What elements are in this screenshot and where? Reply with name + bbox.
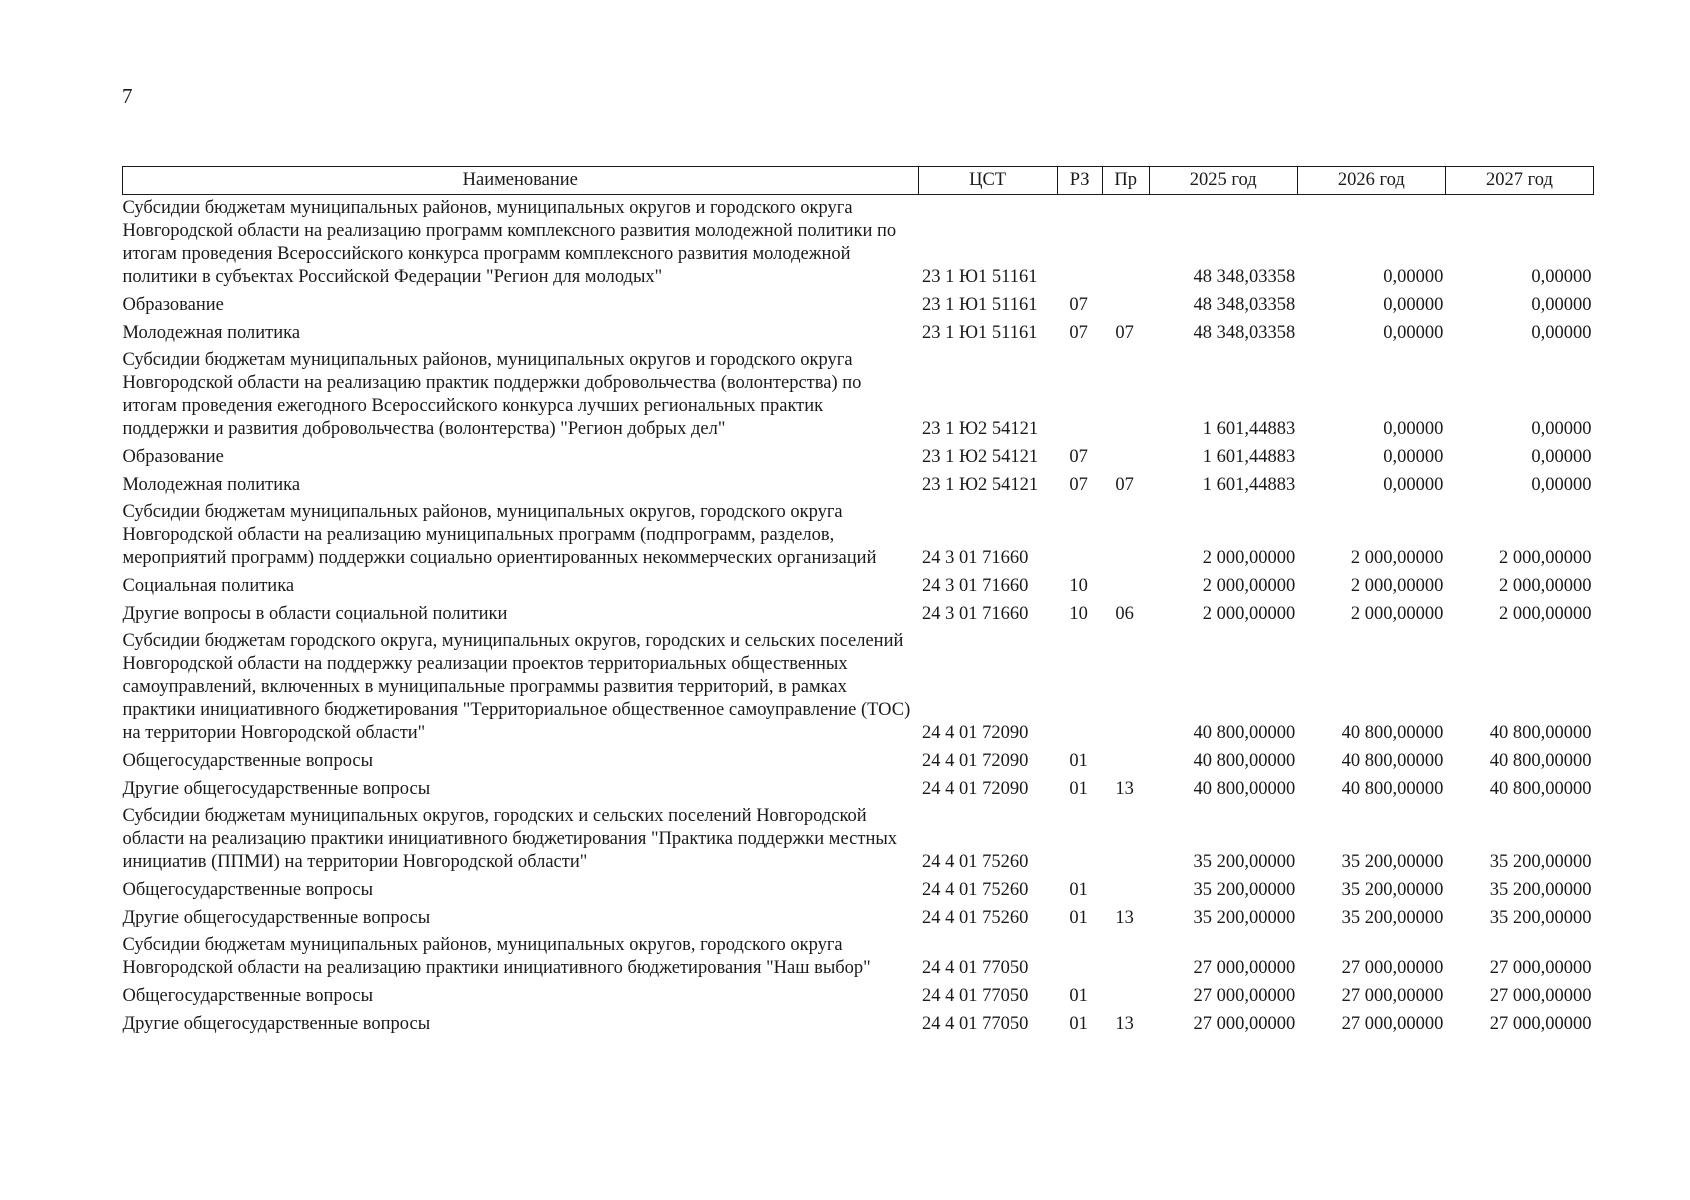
row-2025: 40 800,00000 bbox=[1193, 751, 1296, 771]
header-pr: Пр bbox=[1102, 167, 1149, 195]
row-rz: 07 bbox=[1069, 295, 1088, 315]
row-2025: 48 348,03358 bbox=[1193, 323, 1296, 343]
table-row bbox=[123, 904, 1594, 932]
row-name: Субсидии бюджетам муниципальных районов, муниципальных округов и городского округа Новгородской области на реализацию программ комплексного развития молодежной политики по итогам проведения Всероссийского конкурса программ комплексного развития молодежной политики в субъектах Российской Федерации "Регион для молодых" bbox=[122, 198, 897, 287]
row-pr bbox=[1102, 572, 1149, 600]
row-2027: 27 000,00000 bbox=[1489, 1014, 1592, 1034]
header-2026: 2026 год bbox=[1297, 167, 1445, 195]
table-row bbox=[123, 932, 1594, 982]
row-cst: 24 4 01 75260 bbox=[922, 880, 1029, 900]
row-rz: 01 bbox=[1069, 779, 1088, 799]
row-2027: 35 200,00000 bbox=[1489, 852, 1592, 872]
row-name: Субсидии бюджетам городского округа, муниципальных округов, городских и сельских поселений Новгородской области на поддержку реализации проектов территориальных общественных самоуправлений, включенных в муниципальные программы развития территорий, в рамках практики инициативного бюджетирования "Территориальное общественное самоуправление (ТОС) на территории Новгородской области" bbox=[122, 631, 911, 743]
row-2026: 2 000,00000 bbox=[1350, 576, 1444, 596]
table-row bbox=[123, 471, 1594, 499]
row-cst: 23 1 Ю2 54121 bbox=[922, 447, 1039, 467]
header-rz: РЗ bbox=[1057, 167, 1102, 195]
row-2027: 0,00000 bbox=[1531, 267, 1592, 287]
row-2027: 2 000,00000 bbox=[1499, 548, 1592, 568]
row-2026: 35 200,00000 bbox=[1341, 908, 1444, 928]
table-row bbox=[123, 803, 1594, 876]
table-row bbox=[123, 775, 1594, 803]
row-2027: 0,00000 bbox=[1531, 419, 1592, 439]
row-2027: 2 000,00000 bbox=[1499, 576, 1592, 596]
row-2025: 48 348,03358 bbox=[1193, 267, 1296, 287]
page-number: 7 bbox=[122, 84, 133, 108]
row-2027: 35 200,00000 bbox=[1489, 908, 1592, 928]
table-header-row bbox=[123, 167, 1594, 195]
table-row bbox=[123, 499, 1594, 572]
row-rz bbox=[1057, 347, 1102, 443]
row-rz: 07 bbox=[1069, 447, 1088, 467]
row-2026: 0,00000 bbox=[1383, 475, 1444, 495]
row-cst: 24 4 01 72090 bbox=[922, 779, 1029, 799]
row-name: Общегосударственные вопросы bbox=[122, 880, 374, 900]
row-2027: 0,00000 bbox=[1531, 323, 1592, 343]
row-rz: 01 bbox=[1069, 986, 1088, 1006]
row-cst: 24 3 01 71660 bbox=[922, 576, 1029, 596]
row-2025: 27 000,00000 bbox=[1193, 1014, 1296, 1034]
row-rz: 01 bbox=[1069, 880, 1088, 900]
row-rz: 01 bbox=[1069, 1014, 1088, 1034]
row-pr: 13 bbox=[1115, 779, 1134, 799]
table-row bbox=[123, 443, 1594, 471]
row-name: Социальная политика bbox=[122, 576, 295, 596]
row-name: Другие общегосударственные вопросы bbox=[122, 908, 431, 928]
row-rz bbox=[1057, 803, 1102, 876]
row-2025: 48 348,03358 bbox=[1193, 295, 1296, 315]
row-cst: 24 4 01 72090 bbox=[922, 751, 1029, 771]
row-2026: 0,00000 bbox=[1383, 419, 1444, 439]
row-2027: 27 000,00000 bbox=[1489, 986, 1592, 1006]
row-2026: 27 000,00000 bbox=[1341, 958, 1444, 978]
row-pr bbox=[1102, 347, 1149, 443]
row-pr bbox=[1102, 628, 1149, 747]
row-name: Другие общегосударственные вопросы bbox=[122, 779, 431, 799]
row-2026: 35 200,00000 bbox=[1341, 852, 1444, 872]
row-rz bbox=[1057, 195, 1102, 292]
row-cst: 24 3 01 71660 bbox=[922, 548, 1029, 568]
header-name: Наименование bbox=[123, 167, 919, 195]
row-rz bbox=[1057, 932, 1102, 982]
row-2026: 35 200,00000 bbox=[1341, 880, 1444, 900]
row-2027: 40 800,00000 bbox=[1489, 723, 1592, 743]
row-name: Другие общегосударственные вопросы bbox=[122, 1014, 431, 1034]
row-2027: 40 800,00000 bbox=[1489, 779, 1592, 799]
row-cst: 24 4 01 72090 bbox=[922, 723, 1029, 743]
budget-table bbox=[122, 166, 1594, 1038]
row-name: Молодежная политика bbox=[122, 323, 301, 343]
row-pr: 13 bbox=[1115, 908, 1134, 928]
row-rz: 10 bbox=[1069, 576, 1088, 596]
row-2025: 40 800,00000 bbox=[1193, 779, 1296, 799]
row-rz: 07 bbox=[1069, 323, 1088, 343]
row-2025: 1 601,44883 bbox=[1202, 447, 1296, 467]
row-name: Общегосударственные вопросы bbox=[122, 751, 374, 771]
row-pr bbox=[1102, 499, 1149, 572]
row-pr: 13 bbox=[1115, 1014, 1134, 1034]
row-name: Субсидии бюджетам муниципальных округов, городских и сельских поселений Новгородской области на реализацию практики инициативного бюджетирования "Практика поддержки местных инициатив (ППМИ) на территории Новгородской области" bbox=[122, 806, 898, 872]
row-pr bbox=[1102, 932, 1149, 982]
row-2025: 2 000,00000 bbox=[1202, 576, 1296, 596]
row-2026: 27 000,00000 bbox=[1341, 986, 1444, 1006]
header-cst: ЦСТ bbox=[918, 167, 1057, 195]
table-body bbox=[123, 195, 1594, 1039]
row-2025: 1 601,44883 bbox=[1202, 475, 1296, 495]
table-row bbox=[123, 628, 1594, 747]
row-2026: 0,00000 bbox=[1383, 323, 1444, 343]
row-pr bbox=[1102, 747, 1149, 775]
row-pr: 07 bbox=[1115, 323, 1134, 343]
row-2025: 35 200,00000 bbox=[1193, 880, 1296, 900]
table-row bbox=[123, 747, 1594, 775]
header-2025: 2025 год bbox=[1149, 167, 1297, 195]
row-cst: 23 1 Ю2 54121 bbox=[922, 475, 1039, 495]
row-name: Образование bbox=[122, 447, 224, 467]
table-row bbox=[123, 291, 1594, 319]
row-2026: 0,00000 bbox=[1383, 447, 1444, 467]
row-2027: 0,00000 bbox=[1531, 475, 1592, 495]
row-cst: 23 1 Ю2 54121 bbox=[922, 419, 1039, 439]
row-rz: 07 bbox=[1069, 475, 1088, 495]
row-pr bbox=[1102, 982, 1149, 1010]
row-pr bbox=[1102, 876, 1149, 904]
row-cst: 24 4 01 77050 bbox=[922, 958, 1029, 978]
row-name: Образование bbox=[122, 295, 224, 315]
row-2026: 2 000,00000 bbox=[1350, 604, 1444, 624]
row-2027: 35 200,00000 bbox=[1489, 880, 1592, 900]
row-2027: 0,00000 bbox=[1531, 295, 1592, 315]
row-2025: 27 000,00000 bbox=[1193, 986, 1296, 1006]
row-cst: 23 1 Ю1 51161 bbox=[922, 295, 1038, 315]
row-2025: 1 601,44883 bbox=[1202, 419, 1296, 439]
row-2026: 0,00000 bbox=[1383, 295, 1444, 315]
header-2027: 2027 год bbox=[1445, 167, 1593, 195]
table-row bbox=[123, 319, 1594, 347]
row-2026: 0,00000 bbox=[1383, 267, 1444, 287]
row-2025: 2 000,00000 bbox=[1202, 548, 1296, 568]
row-name: Субсидии бюджетам муниципальных районов, муниципальных округов, городского округа Новгородской области на реализацию муниципальных программ (подпрограмм, разделов, мероприятий программ) поддержки социально ориентированных некоммерческих организаций bbox=[122, 502, 877, 568]
row-2026: 27 000,00000 bbox=[1341, 1014, 1444, 1034]
row-2027: 0,00000 bbox=[1531, 447, 1592, 467]
row-name: Другие вопросы в области социальной политики bbox=[122, 604, 508, 624]
row-rz: 01 bbox=[1069, 908, 1088, 928]
row-name: Молодежная политика bbox=[122, 475, 301, 495]
row-cst: 24 4 01 77050 bbox=[922, 1014, 1029, 1034]
row-2026: 40 800,00000 bbox=[1341, 751, 1444, 771]
row-rz bbox=[1057, 499, 1102, 572]
row-2027: 27 000,00000 bbox=[1489, 958, 1592, 978]
row-2027: 2 000,00000 bbox=[1499, 604, 1592, 624]
table-row bbox=[123, 600, 1594, 628]
row-pr: 06 bbox=[1115, 604, 1134, 624]
row-pr: 07 bbox=[1115, 475, 1134, 495]
row-pr bbox=[1102, 443, 1149, 471]
table-row bbox=[123, 195, 1594, 292]
row-cst: 24 4 01 75260 bbox=[922, 852, 1029, 872]
table-row bbox=[123, 1010, 1594, 1038]
row-rz: 10 bbox=[1069, 604, 1088, 624]
row-cst: 24 4 01 77050 bbox=[922, 986, 1029, 1006]
table-row bbox=[123, 572, 1594, 600]
row-pr bbox=[1102, 195, 1149, 292]
row-2025: 27 000,00000 bbox=[1193, 958, 1296, 978]
row-cst: 24 3 01 71660 bbox=[922, 604, 1029, 624]
row-name: Субсидии бюджетам муниципальных районов, муниципальных округов и городского округа Новгородской области на реализацию практик поддержки добровольчества (волонтерства) по итогам проведения ежегодного Всероссийского конкурса лучших региональных практик поддержки и развития добровольчества (волонтерства) "Регион добрых дел" bbox=[122, 350, 862, 439]
row-2027: 40 800,00000 bbox=[1489, 751, 1592, 771]
row-rz: 01 bbox=[1069, 751, 1088, 771]
row-2025: 35 200,00000 bbox=[1193, 908, 1296, 928]
row-pr bbox=[1102, 803, 1149, 876]
row-pr bbox=[1102, 291, 1149, 319]
row-name: Общегосударственные вопросы bbox=[122, 986, 374, 1006]
row-cst: 23 1 Ю1 51161 bbox=[922, 323, 1038, 343]
table-row bbox=[123, 347, 1594, 443]
row-name: Субсидии бюджетам муниципальных районов, муниципальных округов, городского округа Новгородской области на реализацию практики инициативного бюджетирования "Наш выбор" bbox=[122, 935, 871, 978]
row-2025: 2 000,00000 bbox=[1202, 604, 1296, 624]
row-rz bbox=[1057, 628, 1102, 747]
row-2026: 40 800,00000 bbox=[1341, 723, 1444, 743]
row-2026: 40 800,00000 bbox=[1341, 779, 1444, 799]
row-2025: 40 800,00000 bbox=[1193, 723, 1296, 743]
row-2026: 2 000,00000 bbox=[1350, 548, 1444, 568]
table-row bbox=[123, 982, 1594, 1010]
row-cst: 24 4 01 75260 bbox=[922, 908, 1029, 928]
row-2025: 35 200,00000 bbox=[1193, 852, 1296, 872]
table-row bbox=[123, 876, 1594, 904]
row-cst: 23 1 Ю1 51161 bbox=[922, 267, 1038, 287]
